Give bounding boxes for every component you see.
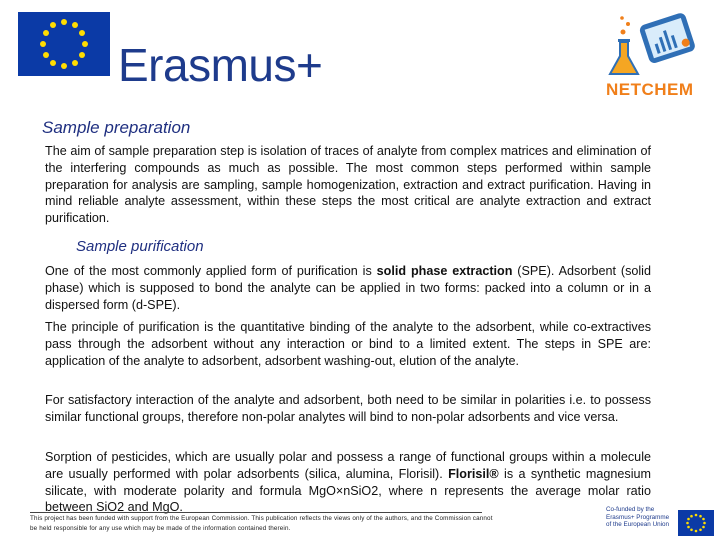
spe-bold-term: solid phase extraction [376,264,513,278]
interaction-paragraph: For satisfactory interaction of the analyte and adsorbent, both need to be similar in polarities i.e. to possess similar functional groups, therefore non-polar analytes will bind to non-polar adsorbents and vice versa. [45,393,651,424]
subsection-title: Sample purification [76,238,204,255]
netchem-logo-text: NETCHEM [606,80,694,99]
cofunded-label: Co-funded by the Erasmus+ Programme of the European Union [606,506,670,529]
principle-paragraph: The principle of purification is the quantitative binding of the analyte to the adsorbent, while co-extractives pass through the adsorbent without any interaction or bind to a limited extent. The steps in SPE are: application of the analyte to adsorbent, adsorbent washing-out, elution of the analyte. [45,320,651,368]
pesticides-paragraph [45,449,651,516]
footer-divider [30,512,482,513]
eu-stars-icon [18,12,110,76]
spe-paragraph [45,263,651,313]
pesticides-text-a: Sorption of pesticides, which are usually polar and possess a range of functional groups within a molecule are usually performed with polar adsorbents (silica, alumina, Florisil). [45,450,651,481]
section-title: Sample preparation [42,118,191,137]
spe-text-b: (SPE). Adsorbent (solid phase) which is supposed to bond the analyte can be applied in two forms: packed into a column or in a dispersed form (d-SPE). [45,264,651,312]
pesticides-text-b: is a synthetic magnesium silicate, with moderate polarity and formula MgO×nSiO2, where n represents the average molar ratio between SiO2 and MgO. [45,466,651,515]
eu-flag-small-logo [678,510,714,536]
funding-disclaimer: This project has been funded with support from the European Commission. This publication reflects the views only of the authors, and the Commission cannot be held responsible for any use which may be made of the information contained therein. [30,515,493,532]
eu-flag-logo [18,12,110,76]
eu-stars-small-icon [678,510,714,536]
intro-paragraph: The aim of sample preparation step is isolation of traces of analyte from complex matrices and elimination of the interfering compounds as much as possible. The most common steps performed within sample preparation for analysis are sampling, sample homogenization, extraction and extract purification. Having in mind reliable analyte assessment, within these steps the most critical are analyte extraction and extract purification. [45,144,651,226]
spe-text-a: One of the most commonly applied form of purification is [45,264,377,278]
florisil-bold-term: Florisil® [448,466,499,481]
erasmus-plus-logo: Erasmus+ [118,39,323,91]
flask-tablet-icon [598,10,708,82]
